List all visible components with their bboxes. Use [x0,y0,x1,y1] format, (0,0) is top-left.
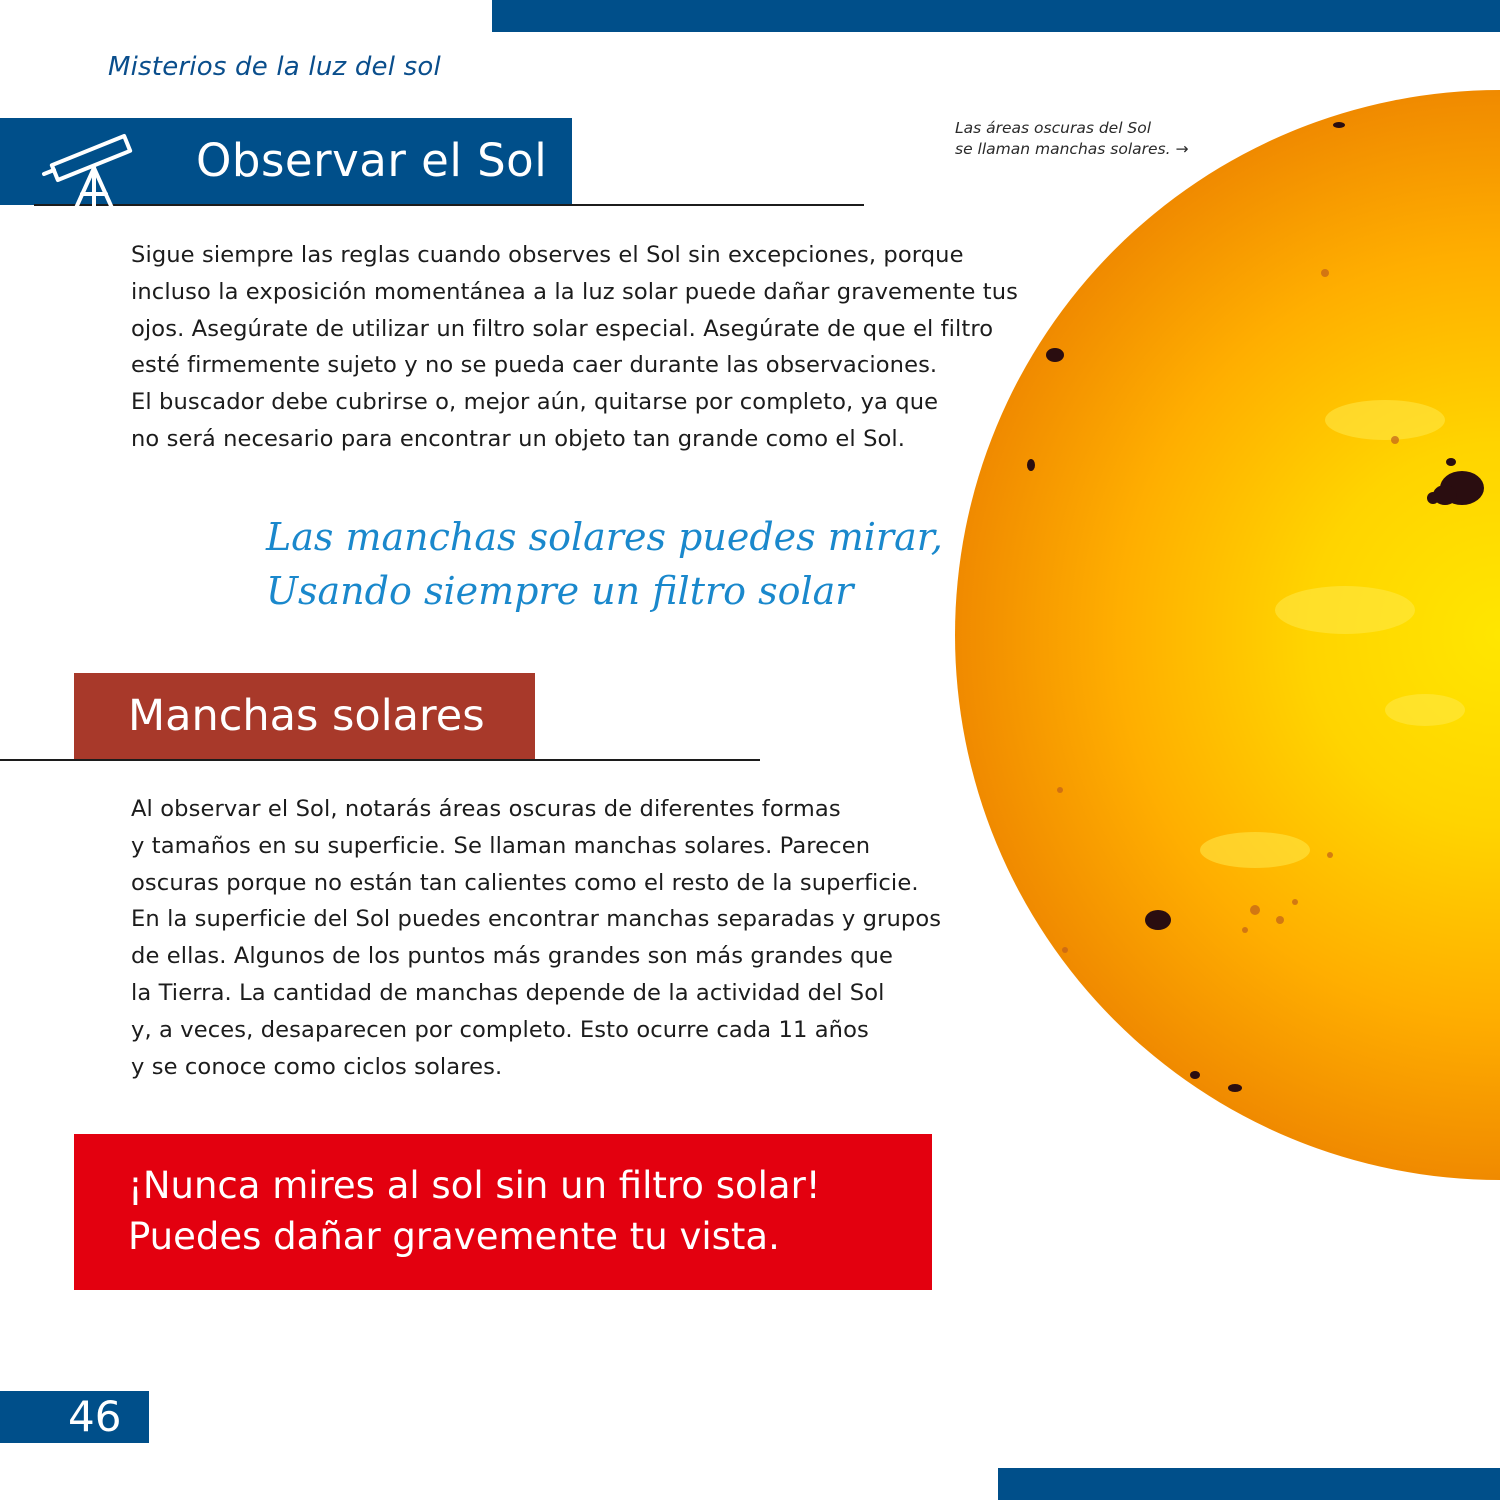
rhyme-quote [266,510,943,618]
sunspots-line: En la superficie del Sol puedes encontrar manchas separadas y grupos [131,906,942,933]
caption-line-2: se llaman manchas solares. → [955,140,1189,158]
warning-line-2: Puedes dañar gravemente tu vista. [128,1215,780,1258]
rhyme-line-2: Usando siempre un filtro solar [266,569,854,613]
observe-header-rule [34,204,864,206]
sunspots-line: y, a veces, desaparecen por completo. Esto ocurre cada 11 años [131,1016,869,1043]
sunspots-line: y se conoce como ciclos solares. [131,1053,503,1080]
sunspots-title: Manchas solares [128,691,485,741]
sunspots-paragraph [131,791,941,1085]
observe-line: Sigue siempre las reglas cuando observes el Sol sin excepciones, porque [131,242,964,268]
caption-line-1: Las áreas oscuras del Sol [955,119,1152,137]
bottom-accent-bar [998,1468,1500,1500]
sunspots-line: de ellas. Algunos de los puntos más grandes son más grandes que [131,943,893,970]
observe-line: no será necesario para encontrar un objeto tan grande como el Sol. [131,425,906,452]
telescope-icon [40,128,150,208]
observe-title: Observar el Sol [196,134,548,187]
observe-line: El buscador debe cubrirse o, mejor aún, quitarse por completo, ya que [131,389,939,416]
observe-line: esté firmemente sujeto y no se pueda caer durante las observaciones. [131,352,938,379]
top-accent-bar [492,0,1500,32]
section-title: Misterios de la luz del sol [108,52,441,82]
sun-sunspots-image [955,90,1500,1180]
warning-line-1: ¡Nunca mires al sol sin un filtro solar! [128,1164,821,1207]
observe-paragraph [131,237,1018,458]
page-number: 46 [68,1392,122,1441]
rhyme-line-1: Las manchas solares puedes mirar, [266,515,943,559]
sunspots-line: la Tierra. La cantidad de manchas depende de la actividad del Sol [131,979,885,1006]
warning-text [128,1160,821,1262]
observe-line: incluso la exposición momentánea a la luz solar puede dañar gravemente tus [131,278,1019,305]
sunspots-line: Al observar el Sol, notarás áreas oscuras de diferentes formas [131,796,841,822]
sunspots-line: y tamaños en su superficie. Se llaman manchas solares. Parecen [131,832,871,859]
sunspots-header-rule [0,759,760,761]
sun-caption [955,118,1188,160]
observe-line: ojos. Asegúrate de utilizar un filtro solar especial. Asegúrate de que el filtro [131,315,994,342]
sunspots-line: oscuras porque no están tan calientes como el resto de la superficie. [131,869,919,896]
